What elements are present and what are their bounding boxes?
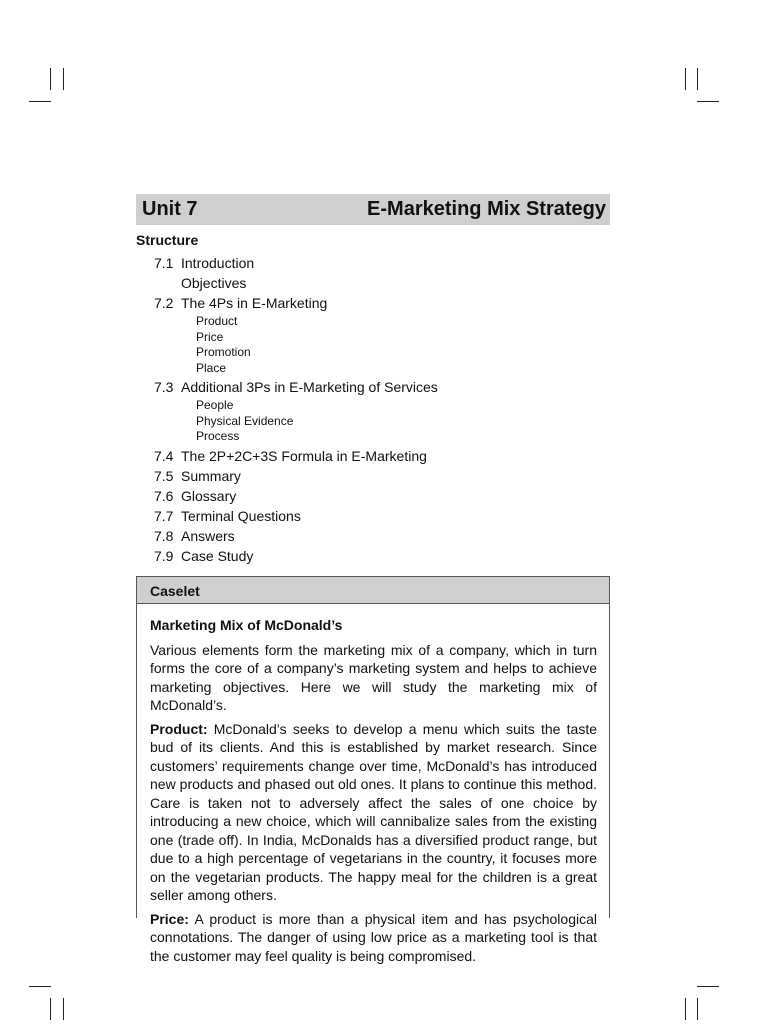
toc-item-number: 7.2 [154,295,174,311]
crop-mark-top-right [685,68,686,90]
crop-mark-top-left [29,101,51,102]
toc-subitem: People [196,398,234,412]
toc-item-number: 7.5 [154,467,174,484]
toc-item-label: Case Study [181,547,254,564]
caselet-body [137,604,609,965]
crop-mark-bottom-left [50,998,51,1020]
crop-mark-bottom-right [685,998,686,1020]
toc-item-label: Glossary [181,487,237,504]
toc-item-number: 7.3 [154,379,174,395]
unit-title: E-Marketing Mix Strategy [367,198,606,220]
toc-item-number: 7.8 [154,527,174,544]
product-paragraph [150,720,597,905]
toc-item-number: 7.7 [154,507,174,524]
toc-subitem: Price [196,329,224,344]
toc-item-label: Summary [181,467,241,484]
toc-item-label: Answers [181,527,235,544]
price-lead: Price: [150,910,189,927]
toc-item-number: 7.9 [154,547,174,564]
toc-item-label: Terminal Questions [181,507,301,524]
toc-item-number: 7.6 [154,487,174,504]
crop-mark-top-left [50,68,51,90]
toc-item-number: 7.4 [154,447,174,464]
toc-subitem: Promotion [196,345,251,359]
caselet-intro: Various elements form the marketing mix of a company, which in turn forms the core of a company’s marketing system and helps to achieve marketing objectives. Here we will study the marketing mix of McDonald’s. [150,641,597,713]
crop-mark-bottom-right [697,986,719,987]
toc-subitem: Place [196,360,227,375]
unit-number: Unit 7 [142,198,198,220]
price-text: A product is more than a physical item and has psychological connotations. The danger of using low price as a marketing tool is that the customer may feel quality is being compromised. [150,910,597,964]
crop-mark-top-right [697,68,698,90]
toc-subitem: Physical Evidence [196,413,294,428]
caselet-heading: Caselet [137,577,609,604]
toc-item-number: 7.1 [154,255,174,271]
toc-item-label: Additional 3Ps in E-Marketing of Services [181,379,438,395]
structure-heading: Structure [136,232,199,248]
caselet-box [136,576,610,964]
crop-mark-bottom-right [697,998,698,1020]
crop-mark-top-right [697,101,719,102]
toc-subitem: Process [196,429,240,443]
crop-mark-top-left [63,68,64,90]
toc-item-label: Objectives [181,275,247,291]
product-lead: Product: [150,720,208,737]
unit-header [136,194,610,225]
price-paragraph [150,910,597,966]
toc-subitem: Product [196,314,238,328]
product-text: McDonald’s seeks to develop a menu which suits the taste bud of its clients. And this is established by market research. Since customers’ requirements change over time, McDonald’s has introduced new products and phased out old ones. It plans to continue this method. Care is taken not to adversely affect the sales of one choice by introducing a new choice, which will cannibalize sales from the existing one (trade off). In India, McDonalds has a diversified product range, but due to a high percentage of vegetarians in the country, it focuses more on the vegetarian products. The happy meal for the children is a great seller among others. [150,720,597,903]
toc-item-label: The 4Ps in E-Marketing [181,295,328,311]
caselet-subtitle: Marketing Mix of McDonald’s [150,617,343,633]
crop-mark-bottom-left [29,986,51,987]
crop-mark-bottom-left [63,998,64,1020]
toc-item-label: Introduction [181,255,255,271]
toc-item-label: The 2P+2C+3S Formula in E-Marketing [181,447,427,464]
